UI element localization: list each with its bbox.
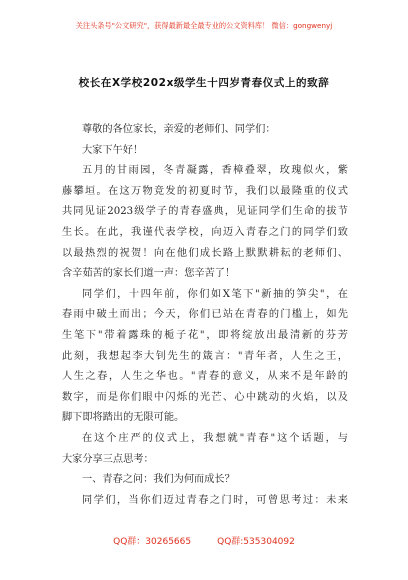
body-line: 生笔下"带着露珠的栀子花"，即将绽放出最清新的芬芳 — [62, 329, 348, 341]
body-line: 脚下即将踏出的无限可能。 — [62, 412, 185, 424]
body-line: 含辛茹苦的家长们道一声：您辛苦了！ — [62, 268, 236, 280]
body-line: 五月的甘雨园，冬青凝露，香樟叠翠，玫瑰似火，紫 — [82, 165, 348, 177]
body-line: 大家下午好！ — [82, 144, 144, 156]
body-line: 一、青春之问：我们为何而成长？ — [82, 474, 235, 486]
body-line: 同学们，当你们迈过青春之门时，可曾思考过：未来 — [82, 494, 348, 506]
body-line: 人生之春，人生之华也。"青春的意义，从来不是年龄的 — [62, 371, 348, 383]
document-title: 校长在X学校202x级学生十四岁青春仪式上的致辞 — [78, 77, 330, 89]
qq-group-2: QQ群:535304092 — [217, 537, 295, 547]
body-line: 此刻，我想起李大钊先生的箴言："青年者，人生之王， — [62, 350, 348, 362]
qq-group-1: QQ群：30265665 — [113, 537, 192, 547]
body-line: 在这个庄严的仪式上，我想就"青春"这个话题，与 — [82, 432, 348, 444]
body-line: 同学们，十四年前，你们如X笔下"新抽的笋尖"，在 — [82, 288, 348, 300]
body-line: 生长。在此，我谨代表学校，向迈入青春之门的同学们致 — [62, 226, 348, 238]
body-line: 共同见证2023级学子的青春盛典，见证同学们生命的拔节 — [62, 206, 348, 218]
body-line: 数字，而是你们眼中闪烁的光芒、心中跳动的火焰，以及 — [62, 391, 348, 403]
footer-qq-groups — [0, 534, 408, 547]
speech-body — [62, 120, 348, 511]
body-line: 藤攀垣。在这万物竞发的初夏时节，我们以最隆重的仪式 — [62, 185, 348, 197]
body-line: 以最热烈的祝贺！向在他们成长路上默默耕耘的老师们、 — [62, 247, 348, 259]
body-line: 尊敬的各位家长，亲爱的老师们、同学们： — [82, 124, 276, 135]
body-line: 春雨中破土而出；今天，你们已站在青春的门槛上，如先 — [62, 309, 348, 321]
header-promo-note: 关注头条号"公文研究"，获得最新最全最专业的公文资料库！ 微信：gongwenyj — [75, 21, 333, 30]
body-line: 大家分享三点思考： — [62, 453, 154, 465]
